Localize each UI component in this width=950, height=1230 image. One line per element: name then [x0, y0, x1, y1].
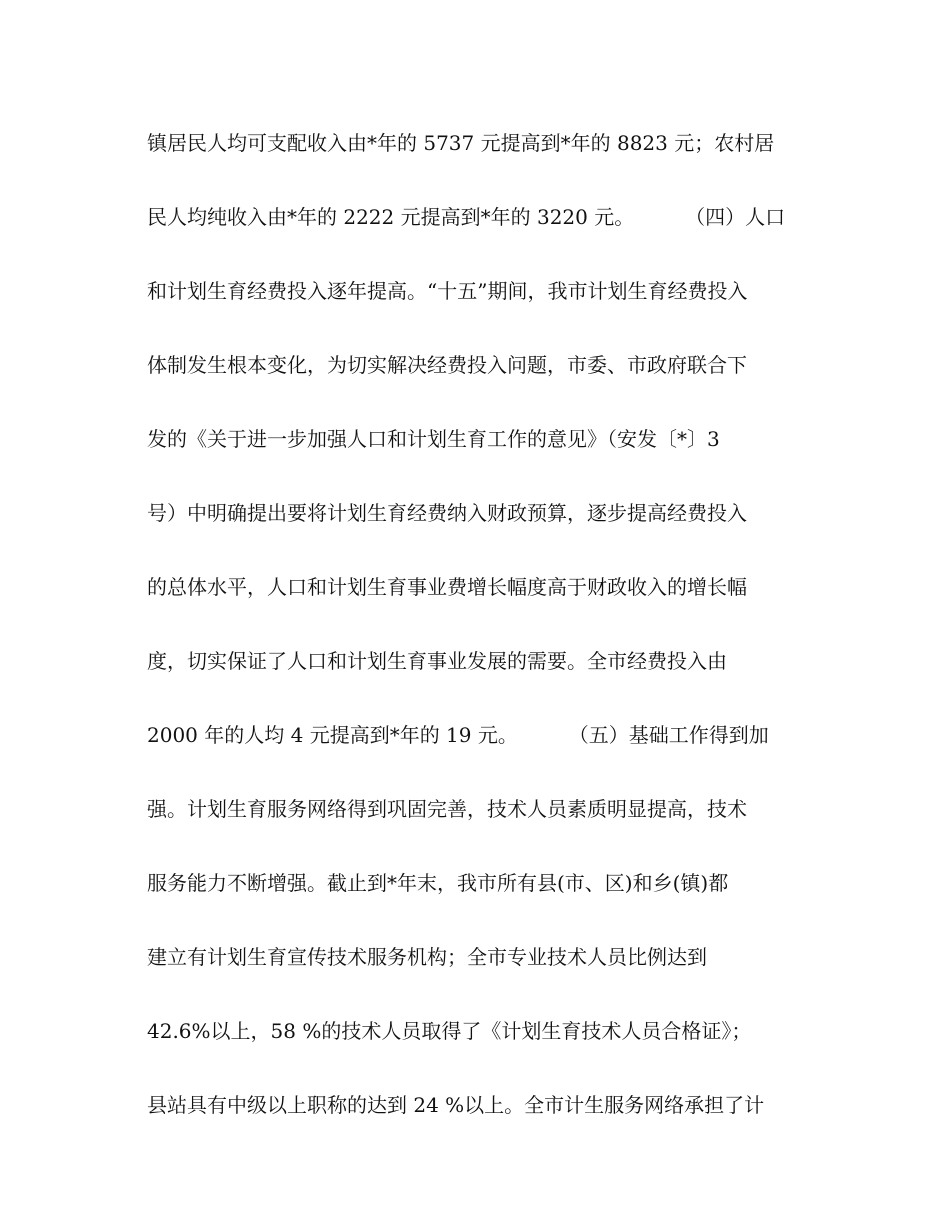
text-line: 号）中明确提出要将计划生育经费纳入财政预算，逐步提高经费投入 — [147, 501, 747, 525]
text-line: 和计划生育经费投入逐年提高。“十五”期间，我市计划生育经费投入 — [147, 279, 748, 303]
text-line: 建立有计划生育宣传技术服务机构；全市专业技术人员比例达到 — [147, 945, 707, 969]
text-line: 发的《关于进一步加强人口和计划生育工作的意见》（安发〔*〕3 — [147, 427, 720, 451]
text-line: 镇居民人均可支配收入由*年的 5737 元提高到*年的 8823 元；农村居 — [147, 131, 775, 155]
text-line: 2000 年的人均 4 元提高到*年的 19 元。 （五）基础工作得到加 — [147, 723, 769, 747]
text-line: 县站具有中级以上职称的达到 24 %以上。全市计生服务网络承担了计 — [147, 1093, 765, 1117]
text-line: 强。计划生育服务网络得到巩固完善，技术人员素质明显提高，技术 — [147, 797, 747, 821]
text-line: 体制发生根本变化，为切实解决经费投入问题，市委、市政府联合下 — [147, 353, 747, 377]
text-line: 度，切实保证了人口和计划生育事业发展的需要。全市经费投入由 — [147, 649, 727, 673]
text-line: 民人均纯收入由*年的 2222 元提高到*年的 3220 元。 （四）人口 — [147, 205, 786, 229]
text-line: 42.6%以上，58 %的技术人员取得了《计划生育技术人员合格证》； — [147, 1019, 752, 1043]
text-line: 的总体水平，人口和计划生育事业费增长幅度高于财政收入的增长幅 — [147, 575, 747, 599]
text-line: 服务能力不断增强。截止到*年末，我市所有县(市、区)和乡(镇)都 — [147, 871, 729, 895]
